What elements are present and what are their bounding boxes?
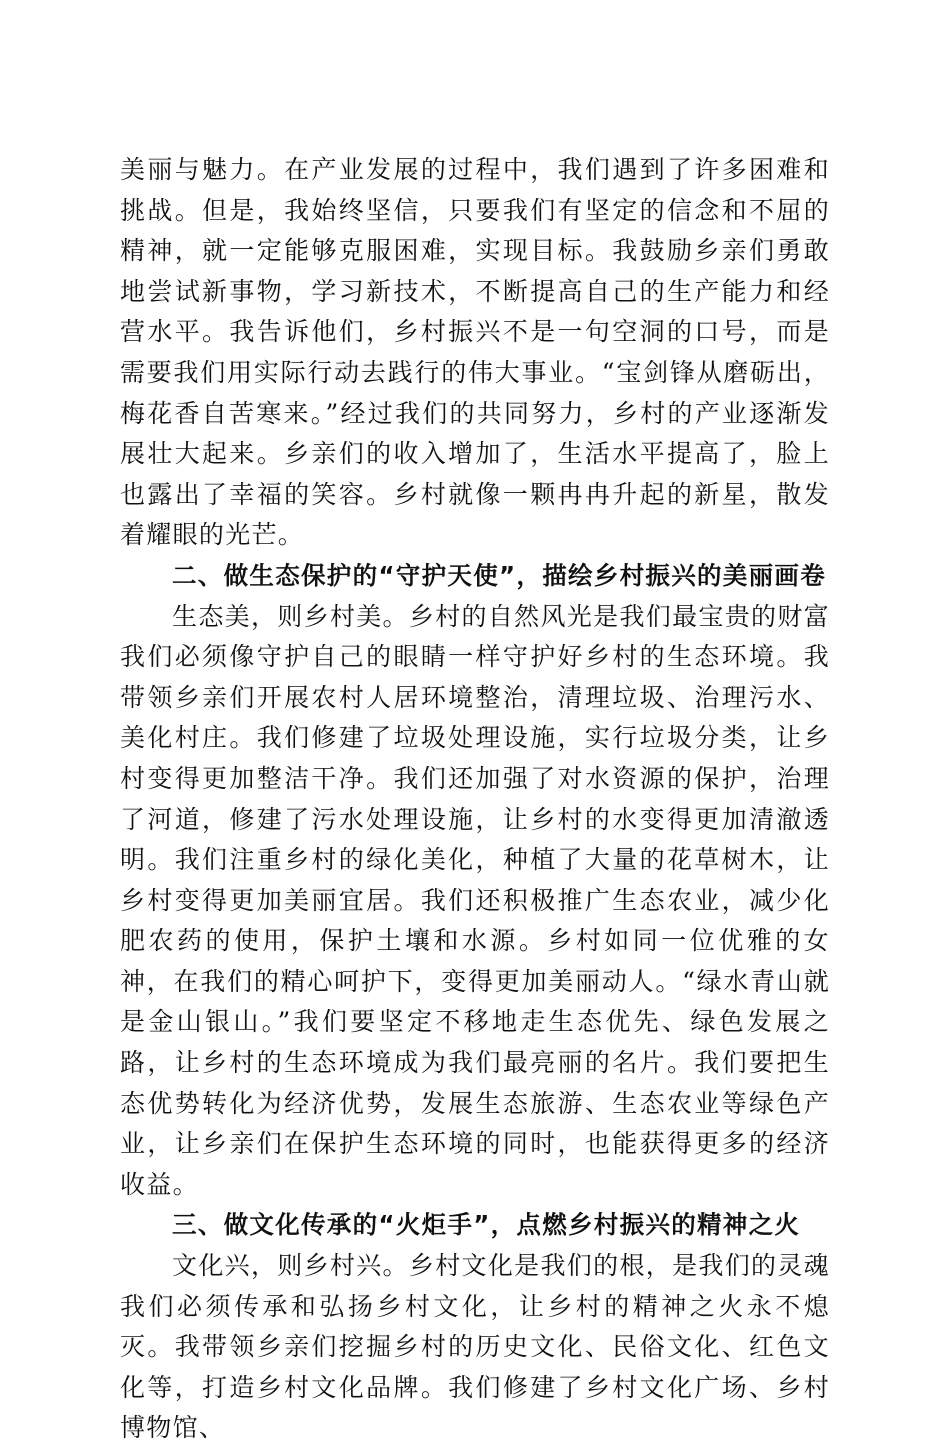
paragraph-ecology: 生态美，则乡村美。乡村的自然风光是我们最宝贵的财富我们必须像守护自己的眼睛一样守护好乡村的生态环境。我带领乡亲们开展农村人居环境整治，清理垃圾、治理污水、美化村庄。我们修建了垃圾处理设施，实行垃圾分类，让乡村变得更加整洁干净。我们还加强了对水资源的保护，治理了河道，修建了污水处理设施，让乡村的水变得更加清澈透明。我们注重乡村的绿化美化，种植了大量的花草树木，让乡村变得更加美丽宜居。我们还积极推广生态农业，减少化肥农药的使用，保护土壤和水源。乡村如同一位优雅的女神，在我们的精心呵护下，变得更加美丽动人。“绿水青山就是金山银山。”我们要坚定不移地走生态优先、绿色发展之路，让乡村的生态环境成为我们最亮丽的名片。我们要把生态优势转化为经济优势，发展生态旅游、生态农业等绿色产业，让乡亲们在保护生态环境的同时，也能获得更多的经济收益。 [120,601,830,1199]
section-heading-culture: 三、做文化传承的“火炬手”，点燃乡村振兴的精神之火 [172,1210,801,1240]
paragraph-industry-continued: 美丽与魅力。在产业发展的过程中，我们遇到了许多困难和挑战。但是，我始终坚信，只要我们有坚定的信念和不屈的精神，就一定能够克服困难，实现目标。我鼓励乡亲们勇敢地尝试新事物，学习新技术，不断提高自己的生产能力和经营水平。我告诉他们，乡村振兴不是一句空洞的口号，而是需要我们用实际行动去践行的伟大事业。“宝剑锋从磨砺出，梅花香自苦寒来。”经过我们的共同努力，乡村的产业逐渐发展壮大起来。乡亲们的收入增加了，生活水平提高了，脸上也露出了幸福的笑容。乡村就像一颗冉冉升起的新星，散发着耀眼的光芒。 [120,155,830,550]
paragraph-culture: 文化兴，则乡村兴。乡村文化是我们的根，是我们的灵魂我们必须传承和弘扬乡村文化，让乡村的精神之火永不熄灭。我带领乡亲们挖掘乡村的历史文化、民俗文化、红色文化等，打造乡村文化品牌。我们修建了乡村文化广场、乡村博物馆、 [120,1251,830,1443]
document-body [120,150,830,1449]
section-heading-ecology: 二、做生态保护的“守护天使”，描绘乡村振兴的美丽画卷 [172,560,827,590]
